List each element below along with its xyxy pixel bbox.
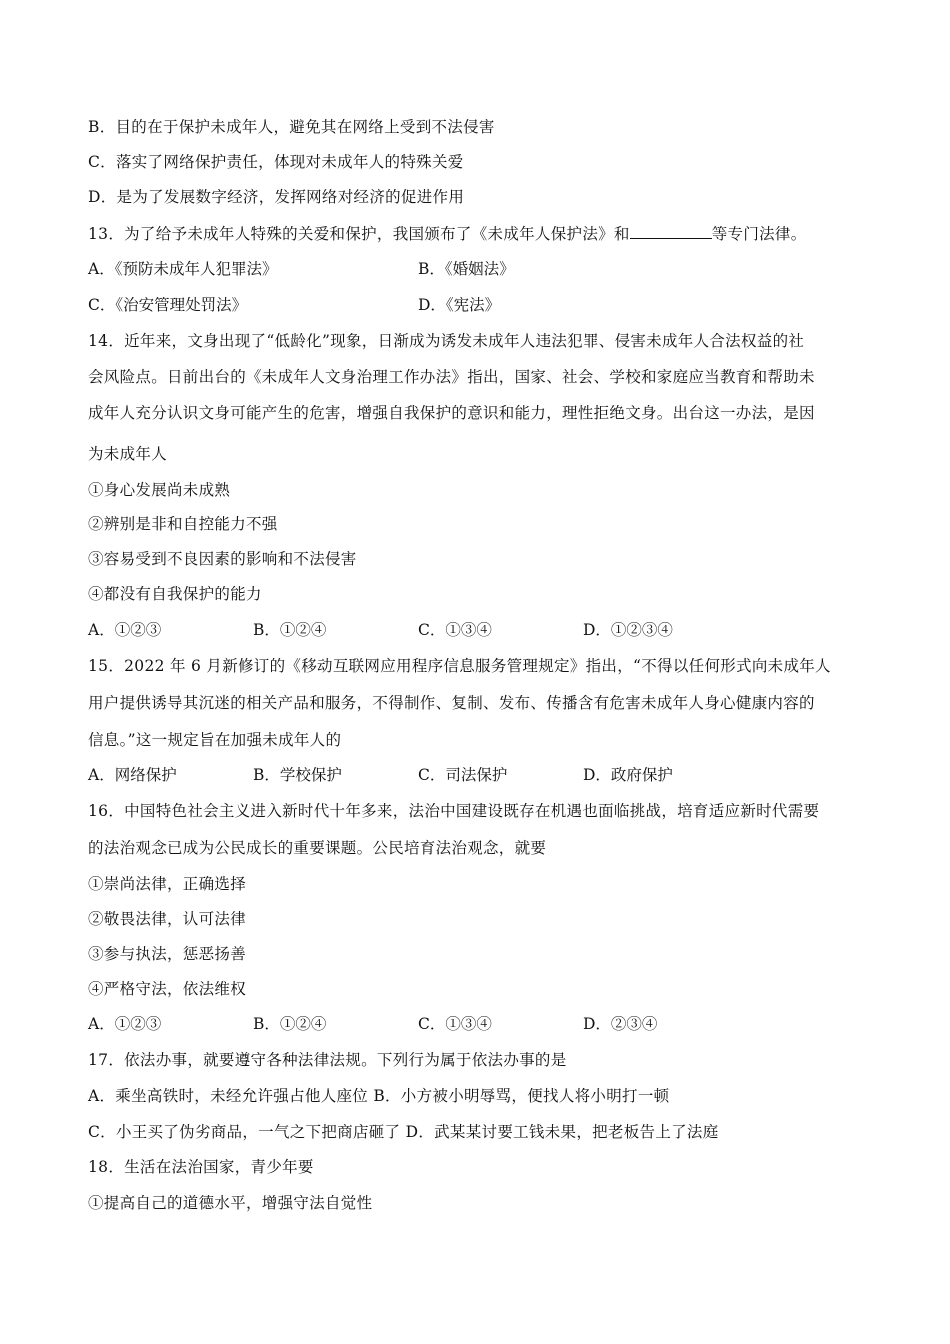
q13-stem bbox=[88, 224, 807, 244]
q17-options-cd: C．小王买了伪劣商品，一气之下把商店砸了 D．武某某讨要工钱未果，把老板告上了法庭 bbox=[88, 1123, 719, 1141]
q13-option-c: C．《治安管理处罚法》 bbox=[88, 296, 248, 314]
q12-option-b: B．目的在于保护未成年人，避免其在网络上受到不法侵害 bbox=[88, 118, 495, 136]
q14-stem-line3: 成年人充分认识文身可能产生的危害，增强自我保护的意识和能力，理性拒绝文身。出台这一办法，是因 bbox=[88, 404, 815, 422]
q12-option-d: D．是为了发展数字经济，发挥网络对经济的促进作用 bbox=[88, 188, 465, 206]
q14-stem-line2: 会风险点。日前出台的《未成年人文身治理工作办法》指出，国家、社会、学校和家庭应当教育和帮助未 bbox=[88, 368, 815, 386]
q15-option-c: C．司法保护 bbox=[418, 766, 508, 784]
q14-statement-2: ②辨别是非和自控能力不强 bbox=[88, 515, 278, 533]
q14-stem-line1: 14．近年来，文身出现了“低龄化”现象，日渐成为诱发未成年人违法犯罪、侵害未成年人合法权益的社 bbox=[88, 332, 805, 350]
q16-option-b: B．①②④ bbox=[253, 1015, 327, 1033]
q15-option-a: A．网络保护 bbox=[88, 766, 177, 784]
q13-stem-end: 等专门法律。 bbox=[711, 225, 807, 243]
q13-option-d: D．《宪法》 bbox=[418, 296, 501, 314]
q13-stem-start: 13．为了给予未成年人特殊的关爱和保护，我国颁布了《未成年人保护法》和 bbox=[88, 225, 630, 243]
q16-statement-1: ①崇尚法律，正确选择 bbox=[88, 875, 247, 893]
q16-options bbox=[88, 1014, 888, 1034]
q15-option-b: B．学校保护 bbox=[253, 766, 342, 784]
q13-answer-blank bbox=[630, 224, 712, 239]
q16-option-c: C．①③④ bbox=[418, 1015, 492, 1033]
q16-statement-3: ③参与执法，惩恶扬善 bbox=[88, 945, 247, 963]
q14-option-d: D．①②③④ bbox=[583, 621, 673, 639]
q13-option-a: A．《预防未成年人犯罪法》 bbox=[88, 260, 278, 278]
q15-options bbox=[88, 765, 888, 785]
q16-option-d: D．②③④ bbox=[583, 1015, 658, 1033]
q16-option-a: A．①②③ bbox=[88, 1015, 162, 1033]
q16-statement-2: ②敬畏法律，认可法律 bbox=[88, 910, 247, 928]
q14-option-b: B．①②④ bbox=[253, 621, 327, 639]
q17-options-ab: A．乘坐高铁时，未经允许强占他人座位 B．小方被小明辱骂，便找人将小明打一顿 bbox=[88, 1087, 670, 1105]
q18-stem: 18．生活在法治国家，青少年要 bbox=[88, 1158, 314, 1176]
q13-options-row1 bbox=[88, 259, 888, 279]
q15-option-d: D．政府保护 bbox=[583, 766, 673, 784]
q15-stem-line2: 用户提供诱导其沉迷的相关产品和服务，不得制作、复制、发布、传播含有危害未成年人身心健康内容的 bbox=[88, 694, 815, 712]
q14-statement-3: ③容易受到不良因素的影响和不法侵害 bbox=[88, 550, 357, 568]
q14-options bbox=[88, 620, 888, 640]
q14-stem-line4: 为未成年人 bbox=[88, 445, 168, 463]
q16-statement-4: ④严格守法，依法维权 bbox=[88, 980, 247, 998]
q12-option-c: C．落实了网络保护责任，体现对未成年人的特殊关爱 bbox=[88, 153, 464, 171]
q13-option-b: B．《婚姻法》 bbox=[418, 260, 515, 278]
q16-stem-line2: 的法治观念已成为公民成长的重要课题。公民培育法治观念，就要 bbox=[88, 839, 547, 857]
q14-statement-4: ④都没有自我保护的能力 bbox=[88, 585, 262, 603]
q14-option-c: C．①③④ bbox=[418, 621, 492, 639]
q14-statement-1: ①身心发展尚未成熟 bbox=[88, 481, 231, 499]
q15-stem-line1: 15．2022 年 6 月新修订的《移动互联网应用程序信息服务管理规定》指出，“不得以任何形式向未成年人 bbox=[88, 657, 831, 675]
q18-statement-1: ①提高自己的道德水平，增强守法自觉性 bbox=[88, 1194, 373, 1212]
q14-option-a: A．①②③ bbox=[88, 621, 162, 639]
q16-stem-line1: 16．中国特色社会主义进入新时代十年多来，法治中国建设既存在机遇也面临挑战，培育适应新时代需要 bbox=[88, 802, 820, 820]
q13-options-row2 bbox=[88, 295, 888, 315]
q17-stem: 17．依法办事，就要遵守各种法律法规。下列行为属于依法办事的是 bbox=[88, 1051, 567, 1069]
q15-stem-line3: 信息。”这一规定旨在加强未成年人的 bbox=[88, 731, 342, 749]
